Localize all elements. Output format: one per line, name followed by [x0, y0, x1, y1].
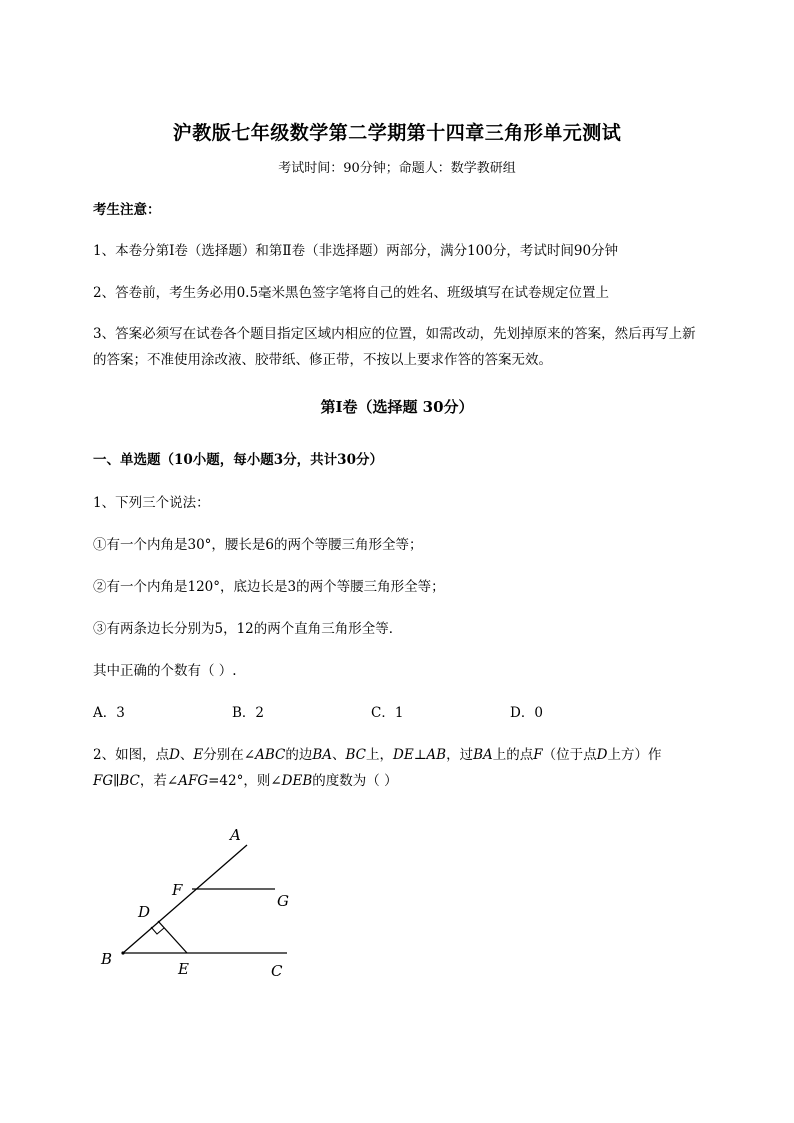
q2-stem-line-1	[93, 742, 753, 768]
q2-var: FG∥BC	[93, 773, 140, 789]
q2-var: D	[596, 747, 608, 763]
section-title: 第I卷（选择题 30分）	[320, 398, 474, 416]
q2-text: ，过	[446, 747, 474, 763]
q2-text: 上，	[366, 747, 394, 763]
notice-item-3-cont: 的答案；不准使用涂改液、胶带纸、修正带，不按以上要求作答的答案无效。	[93, 352, 552, 368]
q2-text: 上的点	[492, 747, 534, 763]
q2-var: BA	[312, 747, 333, 763]
notice-item-3: 3、答案必须写在试卷各个题目指定区域内相应的位置，如需改动，先划掉原来的答案，然后再写上新	[93, 326, 696, 342]
q2-text: 的度数为（ ）	[312, 773, 398, 789]
label-f: F	[172, 881, 183, 899]
notice-item-2: 2、答卷前，考生务必用0.5毫米黑色签字笔将自己的姓名、班级填写在试卷规定位置上	[93, 285, 610, 301]
point-b	[121, 951, 124, 954]
q2-var: F	[533, 747, 543, 763]
exam-info: 考试时间：90分钟；命题人：数学教研组	[278, 161, 516, 176]
q1-statement-1: ①有一个内角是30°，腰长是6的两个等腰三角形全等；	[93, 537, 423, 553]
part-heading: 一、单选题（10小题，每小题3分，共计30分）	[93, 452, 383, 468]
q2-var: AFG	[178, 773, 209, 789]
label-a: A	[230, 826, 241, 844]
q2-var: E	[193, 747, 204, 763]
q2-var: BA	[473, 747, 493, 763]
notice-heading: 考生注意：	[93, 202, 161, 218]
q2-var: BC	[345, 747, 367, 763]
label-d: D	[138, 903, 151, 921]
q1-question: 其中正确的个数有（ ）.	[93, 663, 237, 679]
q2-var: DEB	[281, 773, 313, 789]
q2-text: =42°，则∠	[208, 773, 282, 789]
notice-item-1: 1、本卷分第I卷（选择题）和第Ⅱ卷（非选择题）两部分，满分100分，考试时间90分钟	[93, 243, 619, 259]
label-c: C	[271, 962, 283, 980]
geometry-figure	[95, 820, 325, 990]
q2-text: 上方）作	[607, 747, 662, 763]
q2-text: 的边	[285, 747, 313, 763]
q2-var: DE⊥AB	[393, 747, 447, 763]
q2-var: D	[169, 747, 180, 763]
page-title: 沪教版七年级数学第二学期第十四章三角形单元测试	[172, 122, 622, 144]
q2-stem-line-2	[93, 768, 753, 794]
q1-statement-3: ③有两条边长分别为5，12的两个直角三角形全等．	[93, 621, 403, 637]
q2-var: ABC	[255, 747, 286, 763]
q1-stem: 1、下列三个说法：	[93, 495, 210, 511]
label-g: G	[277, 892, 289, 910]
label-b: B	[101, 950, 113, 968]
q2-text: 分别在∠	[203, 747, 256, 763]
line-de	[158, 921, 187, 953]
q1-option-a: A．3	[93, 705, 125, 721]
q2-text: 、	[179, 747, 194, 763]
label-e: E	[178, 960, 189, 978]
q1-option-c: C．1	[371, 705, 404, 721]
q1-statement-2: ②有一个内角是120°，底边长是3的两个等腰三角形全等；	[93, 579, 445, 595]
q1-option-b: B．2	[232, 705, 265, 721]
q2-text: 2、如图，点	[93, 747, 170, 763]
right-angle-mark	[151, 927, 164, 934]
q1-option-d: D．0	[510, 705, 543, 721]
line-ba	[123, 845, 247, 953]
q2-text: 、	[332, 747, 346, 763]
q2-text: ，若∠	[139, 773, 179, 789]
q2-text: （位于点	[542, 747, 597, 763]
